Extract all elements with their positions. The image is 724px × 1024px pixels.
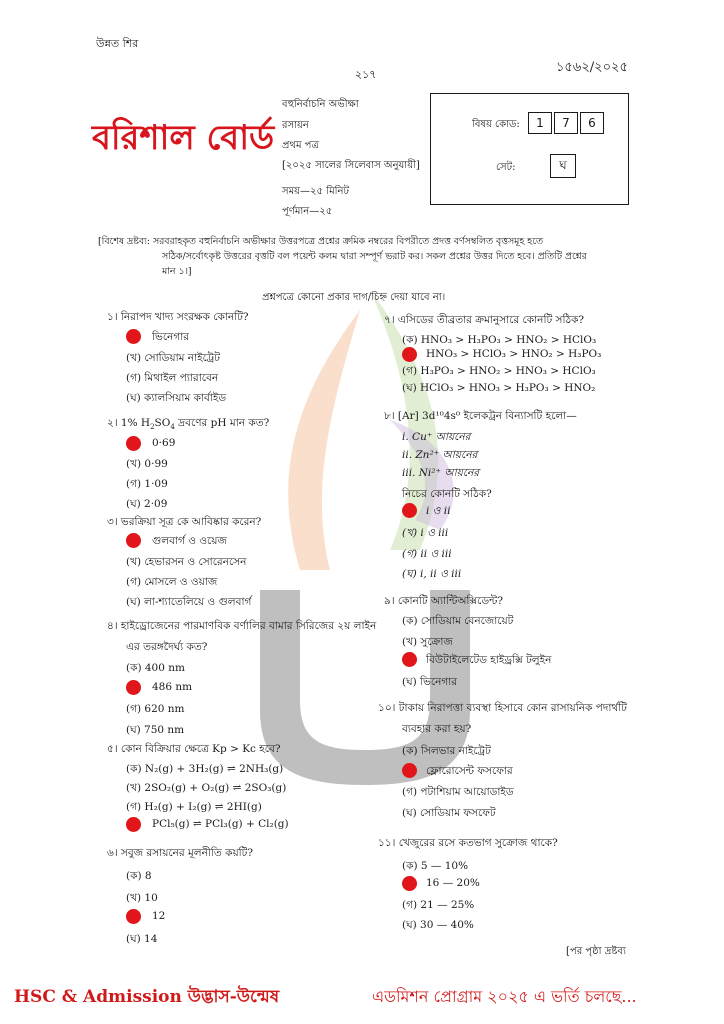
question-8: ৮। [Ar] 3d¹⁰4s⁰ ইলেকট্রন বিন্যাসটি হলো— (384, 410, 577, 422)
q11-option-4: (ঘ) 30 — 40% (402, 919, 474, 931)
answer-dot-q4 (126, 680, 141, 695)
answer-dot-q10 (402, 763, 417, 778)
q3-option-2: (খ) হেভারসন ও সোরেনসেন (126, 556, 247, 568)
q2-text-pre: ২। 1% H (107, 417, 151, 429)
question-4-line-2: এর তরঙ্গদৈর্ঘ্য কত? (126, 641, 208, 653)
set-label: সেট: (496, 162, 516, 173)
q2-sub1: 2 (150, 423, 155, 432)
q8-option-2: (খ) i ও iii (402, 527, 449, 539)
serial-number: ১৫৬২/২০২৫ (556, 60, 628, 75)
q9-option-4: (ঘ) ভিনেগার (402, 676, 458, 688)
question-7: ৭। এসিডের তীব্রতার ক্রমানুসারে কোনটি সঠিক? (384, 314, 585, 326)
q5-option-3: (গ) H₂(g) + I₂(g) ⇌ 2HI(g) (126, 801, 262, 813)
q6-option-3: 12 (152, 910, 166, 922)
q5-option-1: (ক) N₂(g) + 3H₂(g) ⇌ 2NH₃(g) (126, 763, 284, 775)
q1-option-4: (ঘ) ক্যালসিয়াম কার্বাইড (126, 392, 227, 404)
answer-dot-q1 (126, 329, 141, 344)
q2-text-mid: SO (154, 417, 171, 429)
page-code: ২১৭ (355, 68, 377, 81)
q11-option-2: 16 — 20% (426, 877, 480, 889)
q6-option-2: (খ) 10 (126, 892, 158, 904)
code-panel (430, 93, 629, 205)
q2-option-1: 0·69 (152, 437, 176, 449)
question-10-line-2: ব্যবহার করা হয়? (402, 723, 472, 735)
q10-option-1: (ক) সিলভার নাইট্রেট (402, 745, 491, 757)
syllabus-note: [২০২৫ সালের সিলেবাস অনুযায়ী] (282, 160, 420, 171)
q2-sub2: 4 (170, 423, 175, 432)
question-2 (107, 416, 269, 433)
board-title: বরিশাল বোর্ড (92, 118, 275, 158)
q8-option-4: (ঘ) i, ii ও iii (402, 568, 462, 580)
q8-option-1: i ও ii (426, 505, 451, 517)
notice-line: প্রশ্নপত্রে কোনো প্রকার দাগ/চিহ্ন দেয়া যাবে না। (262, 292, 446, 303)
q5-option-2: (খ) 2SO₂(g) + O₂(g) ⇌ 2SO₃(g) (126, 782, 287, 794)
instructions (98, 234, 638, 279)
question-9: ৯। কোনটি অ্যান্টিঅক্সিডেন্ট? (384, 595, 503, 607)
q2-option-4: (ঘ) 2·09 (126, 498, 168, 510)
paper-name: প্রথম পত্র (282, 140, 319, 151)
q6-option-4: (ঘ) 14 (126, 933, 158, 945)
q8-option-3: (গ) ii ও iii (402, 548, 452, 560)
question-11: ১১। খেজুরের রসে কতভাগ সুক্রোজ থাকে? (378, 837, 558, 849)
q7-option-4: (ঘ) HClO₃ > HNO₃ > H₃PO₃ > HNO₂ (402, 382, 596, 394)
next-page-note: [পর পৃষ্ঠা দ্রষ্টব্য (566, 946, 626, 957)
exam-time: সময়—২৫ মিনিট (282, 186, 349, 197)
instruction-line-2: সঠিক/সর্বোৎকৃষ্ট উত্তরের বৃত্তটি বল পয়েন্ট কলম দ্বারা সম্পূর্ণ ভরাট কর। সকল প্রশ্নের উত্তর দিতে হবে। প্রতিটি প্রশ্নের (162, 251, 587, 262)
q8-item-2: ii. Zn²⁺ আয়নের (402, 449, 478, 461)
q3-option-3: (গ) মোসলে ও ওয়াজ (126, 576, 218, 588)
question-3: ৩। ভরক্রিয়া সূত্র কে আবিষ্কার করেন? (107, 516, 262, 528)
question-10-line-1: ১০। টাকায় নিরাপত্তা ব্যবস্থা হিসাবে কোন রাসায়নিক পদার্থটি (378, 702, 627, 714)
q2-text-post: দ্রবণের pH মান কত? (174, 417, 270, 429)
q10-option-3: (গ) পটাশিয়াম আয়োডাইড (402, 786, 514, 798)
q10-option-2: ফ্লোরোসেন্ট ফসফোর (426, 765, 513, 777)
answer-dot-q5 (126, 817, 141, 832)
subject-name: রসায়ন (282, 120, 309, 131)
q1-option-3: (গ) মিথাইল প্যারাবেন (126, 372, 219, 384)
q1-option-1: ভিনেগার (152, 331, 190, 343)
q4-option-4: (ঘ) 750 nm (126, 724, 185, 736)
q4-option-1: (ক) 400 nm (126, 662, 185, 674)
subject-code-digit-1: 1 (528, 112, 552, 134)
subject-code-digit-3: 6 (580, 112, 604, 134)
exam-type: বহুনির্বাচনি অভীক্ষা (282, 99, 359, 110)
q10-option-4: (ঘ) সোডিয়াম ফসফেট (402, 807, 496, 819)
q4-option-3: (গ) 620 nm (126, 703, 185, 715)
top-left-text: উন্নত শির (96, 37, 139, 50)
q9-option-1: (ক) সোডিয়াম বেনজোয়েট (402, 615, 514, 627)
q7-option-3: (গ) H₃PO₃ > HNO₂ > HNO₃ > HClO₃ (402, 365, 596, 377)
q1-option-2: (খ) সোডিয়াম নাইট্রেট (126, 352, 220, 364)
answer-dot-q8 (402, 503, 417, 518)
q8-item-3: iii. Ni²⁺ আয়নের (402, 467, 480, 479)
q8-prompt: নিচের কোনটি সঠিক? (402, 488, 492, 500)
answer-dot-q9 (402, 652, 417, 667)
answer-dot-q3 (126, 533, 141, 548)
set-value: ঘ (550, 154, 576, 178)
q4-option-2: 486 nm (152, 681, 193, 693)
answer-dot-q11 (402, 876, 417, 891)
answer-dot-q7 (402, 347, 417, 362)
full-marks: পূর্ণমান—২৫ (282, 206, 333, 217)
subject-code-digit-2: 7 (554, 112, 578, 134)
question-1: ১। নিরাপদ খাদ্য সংরক্ষক কোনটি? (107, 311, 249, 323)
q5-option-4: PCl₅(g) ⇌ PCl₃(g) + Cl₂(g) (152, 818, 289, 830)
answer-dot-q2 (126, 436, 141, 451)
question-4-line-1: ৪। হাইড্রোজেনের পারমাণবিক বর্ণালির বামার সিরিজের ২য় লাইন (107, 620, 377, 632)
q3-option-4: (ঘ) লা-শ্যাতেলিয়ে ও গুলবার্গ (126, 596, 252, 608)
footer-right: এডমিশন প্রোগ্রাম ২০২৫ এ ভর্তি চলছে... (372, 987, 637, 1006)
q9-option-2: (খ) সুক্রোজ (402, 636, 453, 648)
q3-option-1: গুলবার্গ ও ওয়েজ (152, 535, 227, 547)
q2-option-2: (খ) 0·99 (126, 458, 168, 470)
q6-option-1: (ক) 8 (126, 870, 152, 882)
q2-option-3: (গ) 1·09 (126, 478, 168, 490)
question-6: ৬। সবুজ রসায়নের মূলনীতি কয়টি? (107, 847, 254, 859)
question-5: ৫। কোন বিক্রিয়ার ক্ষেত্রে Kp > Kc হবে? (107, 743, 281, 755)
footer-left: HSC & Admission উদ্ভাস-উন্মেষ (14, 987, 280, 1007)
answer-dot-q6 (126, 909, 141, 924)
q7-option-1: (ক) HNO₃ > H₃PO₃ > HNO₂ > HClO₃ (402, 334, 597, 346)
instruction-line-3: মান ১।] (162, 266, 192, 277)
q11-option-3: (গ) 21 — 25% (402, 899, 475, 911)
q9-option-3: বিউটাইলেটেড হাইড্রক্সি টলুইন (426, 654, 552, 666)
q8-item-1: i. Cu⁺ আয়নের (402, 431, 471, 443)
q7-option-2: HNO₃ > HClO₃ > HNO₂ > H₃PO₃ (426, 348, 602, 360)
instruction-line-1: [বিশেষ দ্রষ্টব্য: সরবরাহকৃত বহুনির্বাচনি অভীক্ষার উত্তরপত্রে প্রশ্নের ক্রমিক নম্বরের বিপরীতে প্রদত্ত বর্ণসম্বলিত বৃত্তসমূহ হতে (98, 236, 543, 247)
subject-code-label: বিষয় কোড: (472, 119, 520, 130)
q11-option-1: (ক) 5 — 10% (402, 860, 469, 872)
